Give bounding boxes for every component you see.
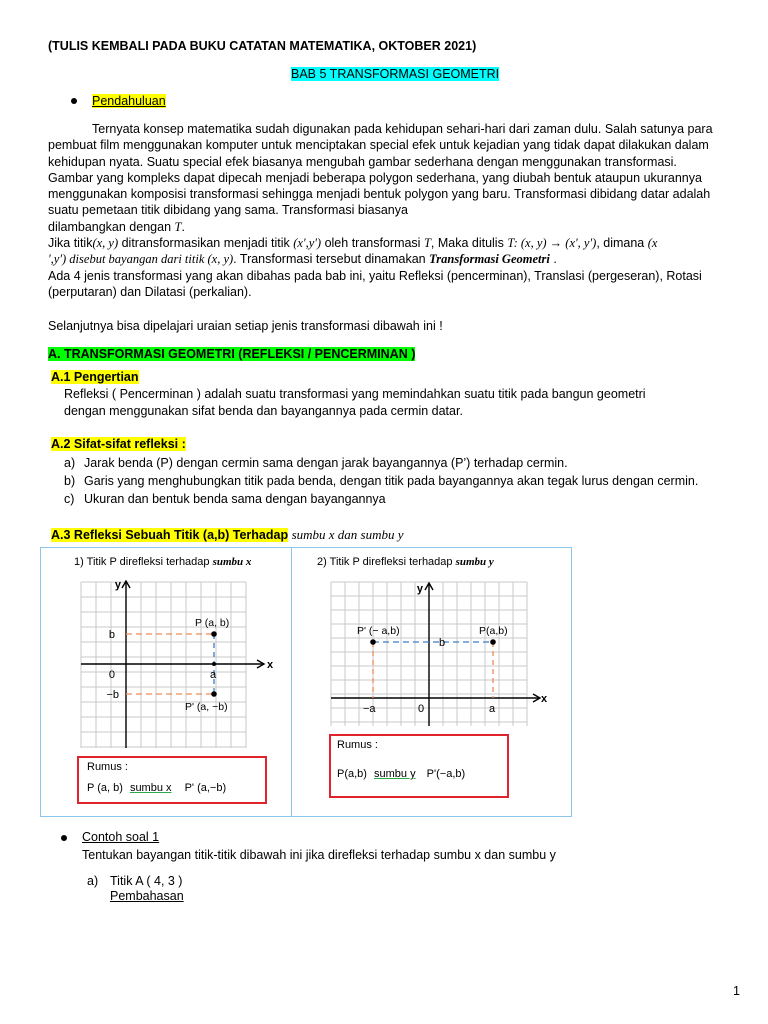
page-number: 1 xyxy=(733,984,740,998)
intro-line-text: Transformasi dibidang datar adalah xyxy=(514,187,711,202)
left-rumus-box xyxy=(77,756,267,804)
left-panel-title-text: 1) Titik P direfleksi terhadap xyxy=(74,556,213,568)
jika-math: (x xyxy=(647,236,658,251)
label-y: y xyxy=(114,579,121,591)
a3-title-suffix: sumbu x dan sumbu y xyxy=(291,527,404,542)
a3-title-text: A.3 Refleksi Sebuah Titik (a,b) Terhadap xyxy=(51,528,289,542)
label-p: P (a, b) xyxy=(195,617,230,629)
a2-title-text: A.2 Sifat-sifat refleksi : xyxy=(51,437,186,451)
rumus-formula xyxy=(337,768,465,780)
intro-line: kehidupan nyata. Suatu special efek biasanya mengubah gambar sederhana dengan menggunakan transformasi. xyxy=(48,154,677,169)
intro-heading-label: Pendahuluan xyxy=(92,94,166,108)
jika-line xyxy=(48,235,748,251)
label-zero: 0 xyxy=(108,669,115,681)
contoh-item-text: Titik A ( 4, 3 ) xyxy=(110,874,183,888)
label-a: a xyxy=(489,703,496,715)
list-item xyxy=(64,454,754,472)
list-marker: c) xyxy=(64,492,75,506)
jika-text: Jika titik xyxy=(48,236,93,251)
point-a xyxy=(212,662,216,666)
rumus-title: Rumus : xyxy=(337,739,378,751)
chapter-title xyxy=(291,66,499,83)
label-y: y xyxy=(416,583,423,595)
left-panel-graph xyxy=(77,578,277,750)
intro-line-text: . xyxy=(181,219,185,234)
list-marker: a) xyxy=(64,456,76,470)
intro-line: pembuat film menggunakan komputer untuk menciptakan special efek untuk kejadian yang tidak dapat dilakukan dalam xyxy=(48,138,709,153)
grid xyxy=(81,582,246,748)
pembahasan-heading: Pembahasan xyxy=(110,889,184,903)
label-a: a xyxy=(210,669,217,681)
list-item xyxy=(64,472,754,490)
intro-line xyxy=(48,186,748,202)
rumus-title: Rumus : xyxy=(87,761,128,773)
figure-divider xyxy=(291,548,292,816)
bullet-icon xyxy=(71,98,77,104)
label-b: b xyxy=(108,629,115,641)
list-item-text: Jarak benda (P) dengan cermin sama dengan jarak bayangannya (P’) terhadap cermin. xyxy=(84,456,568,470)
point-p xyxy=(211,631,217,637)
selanjutnya-text: Selanjutnya bisa dipelajari uraian setiap jenis transformasi dibawah ini ! xyxy=(48,319,443,333)
list-item-text: Garis yang menghubungkan titik pada benda, dengan titik pada bayangannya akan tegak lurus dengan cermin. xyxy=(84,474,699,488)
ada-line: Ada 4 jenis transformasi yang akan dibahas pada bab ini, yaitu Refleksi (pencerminan), Translasi (pergeseran), Rotasi xyxy=(48,268,702,283)
jika-math: ',y') disebut bayangan dari titik (x, y) xyxy=(48,252,234,267)
intro-line: Gambar yang kompleks dapat dipecah menjadi beberapa polygon sederhana, yang diubah bentuk ataupun ukurannya xyxy=(48,170,702,185)
jika-math: T: (x, y) → (x', y') xyxy=(507,236,597,251)
jika-text: . Transformasi tersebut dinamakan xyxy=(233,252,430,267)
contoh-question: Tentukan bayangan titik-titik dibawah ini jika direfleksi terhadap sumbu x dan sumbu y xyxy=(82,848,556,862)
contoh-item-marker: a) xyxy=(87,874,99,888)
a2-title xyxy=(51,436,186,453)
jika-line-2 xyxy=(48,251,748,267)
ada-line: (perputaran) dan Dilatasi (perkalian). xyxy=(48,284,252,299)
right-panel-graph xyxy=(327,578,549,728)
a1-title-text: A.1 Pengertian xyxy=(51,370,139,384)
a2-list xyxy=(64,454,754,508)
left-panel-title xyxy=(74,556,251,568)
a1-line: dengan menggunakan sifat benda dan bayangannya pada cermin datar. xyxy=(64,404,463,418)
label-neg-b: −b xyxy=(106,689,119,701)
jika-math: (x, y) xyxy=(92,236,119,251)
a3-title xyxy=(51,527,404,544)
right-rumus-box xyxy=(329,734,509,798)
rumus-p: P(a,b) xyxy=(337,768,367,780)
right-panel-title-text: 2) Titik P direfleksi terhadap xyxy=(317,556,456,568)
symbol-t: T xyxy=(174,219,182,234)
point-p-prime xyxy=(370,639,376,645)
jika-text: , dimana xyxy=(596,236,648,251)
intro-paragraph xyxy=(48,121,748,300)
jika-math: (x',y') xyxy=(293,236,322,251)
a1-line: Refleksi ( Pencerminan ) adalah suatu transformasi yang memindahkan suatu titik pada bangun geometri xyxy=(64,387,646,401)
a1-title xyxy=(51,369,139,386)
jika-math: T xyxy=(423,236,431,251)
rumus-p: P (a, b) xyxy=(87,782,123,794)
right-panel-title-axis: sumbu y xyxy=(455,556,494,568)
header-note: (TULIS KEMBALI PADA BUKU CATATAN MATEMATIKA, OKTOBER 2021) xyxy=(48,39,477,53)
intro-line: suatu pemetaan titik dibidang yang sama. Transformasi biasanya xyxy=(48,203,408,218)
jika-text: . xyxy=(549,252,557,267)
intro-line: Ternyata konsep matematika sudah digunakan pada kehidupan sehari-hari dari zaman dulu. Salah satunya para xyxy=(92,122,713,136)
rumus-result: P'(−a,b) xyxy=(426,768,466,780)
bullet-icon xyxy=(61,835,67,841)
list-marker: b) xyxy=(64,474,76,488)
label-neg-a: −a xyxy=(363,703,376,715)
rumus-formula xyxy=(87,782,226,794)
label-p-prime: P' (− a,b) xyxy=(357,625,400,637)
rumus-sumbu: sumbu x xyxy=(129,782,172,794)
label-x: x xyxy=(267,659,274,671)
reflection-figure xyxy=(40,547,572,817)
label-b: b xyxy=(439,637,446,649)
intro-line xyxy=(48,219,748,235)
point-p-prime xyxy=(211,691,217,697)
right-panel-title xyxy=(317,556,494,568)
rumus-sumbu: sumbu y xyxy=(374,768,416,780)
label-p: P(a,b) xyxy=(479,625,508,637)
label-p-prime: P' (a, −b) xyxy=(185,701,228,713)
list-item-text: Ukuran dan bentuk benda sama dengan bayangannya xyxy=(84,492,386,506)
list-item xyxy=(64,490,754,508)
intro-heading xyxy=(92,93,166,110)
left-panel-title-axis: sumbu x xyxy=(212,556,252,568)
rumus-result: P' (a,−b) xyxy=(184,782,227,794)
contoh-heading: Contoh soal 1 xyxy=(82,830,160,844)
intro-line-text: menggunakan komposisi transformasi sehingga menjadi bentuk polygon yang baru. xyxy=(48,187,511,202)
jika-text: ditransformasikan menjadi titik xyxy=(118,236,294,251)
jika-math-bold: Transformasi Geometri xyxy=(429,252,550,267)
jika-text: , Maka ditulis xyxy=(430,236,508,251)
intro-line-text: dilambangkan dengan xyxy=(48,219,172,234)
point-p xyxy=(490,639,496,645)
label-zero: 0 xyxy=(418,703,425,715)
label-x: x xyxy=(541,693,548,705)
a1-paragraph xyxy=(64,386,754,420)
section-a-title xyxy=(48,346,415,363)
section-a-title-text: A. TRANSFORMASI GEOMETRI (REFLEKSI / PENCERMINAN ) xyxy=(48,347,416,361)
jika-text: oleh transformasi xyxy=(321,236,424,251)
chapter-title-text: BAB 5 TRANSFORMASI GEOMETRI xyxy=(291,67,500,81)
